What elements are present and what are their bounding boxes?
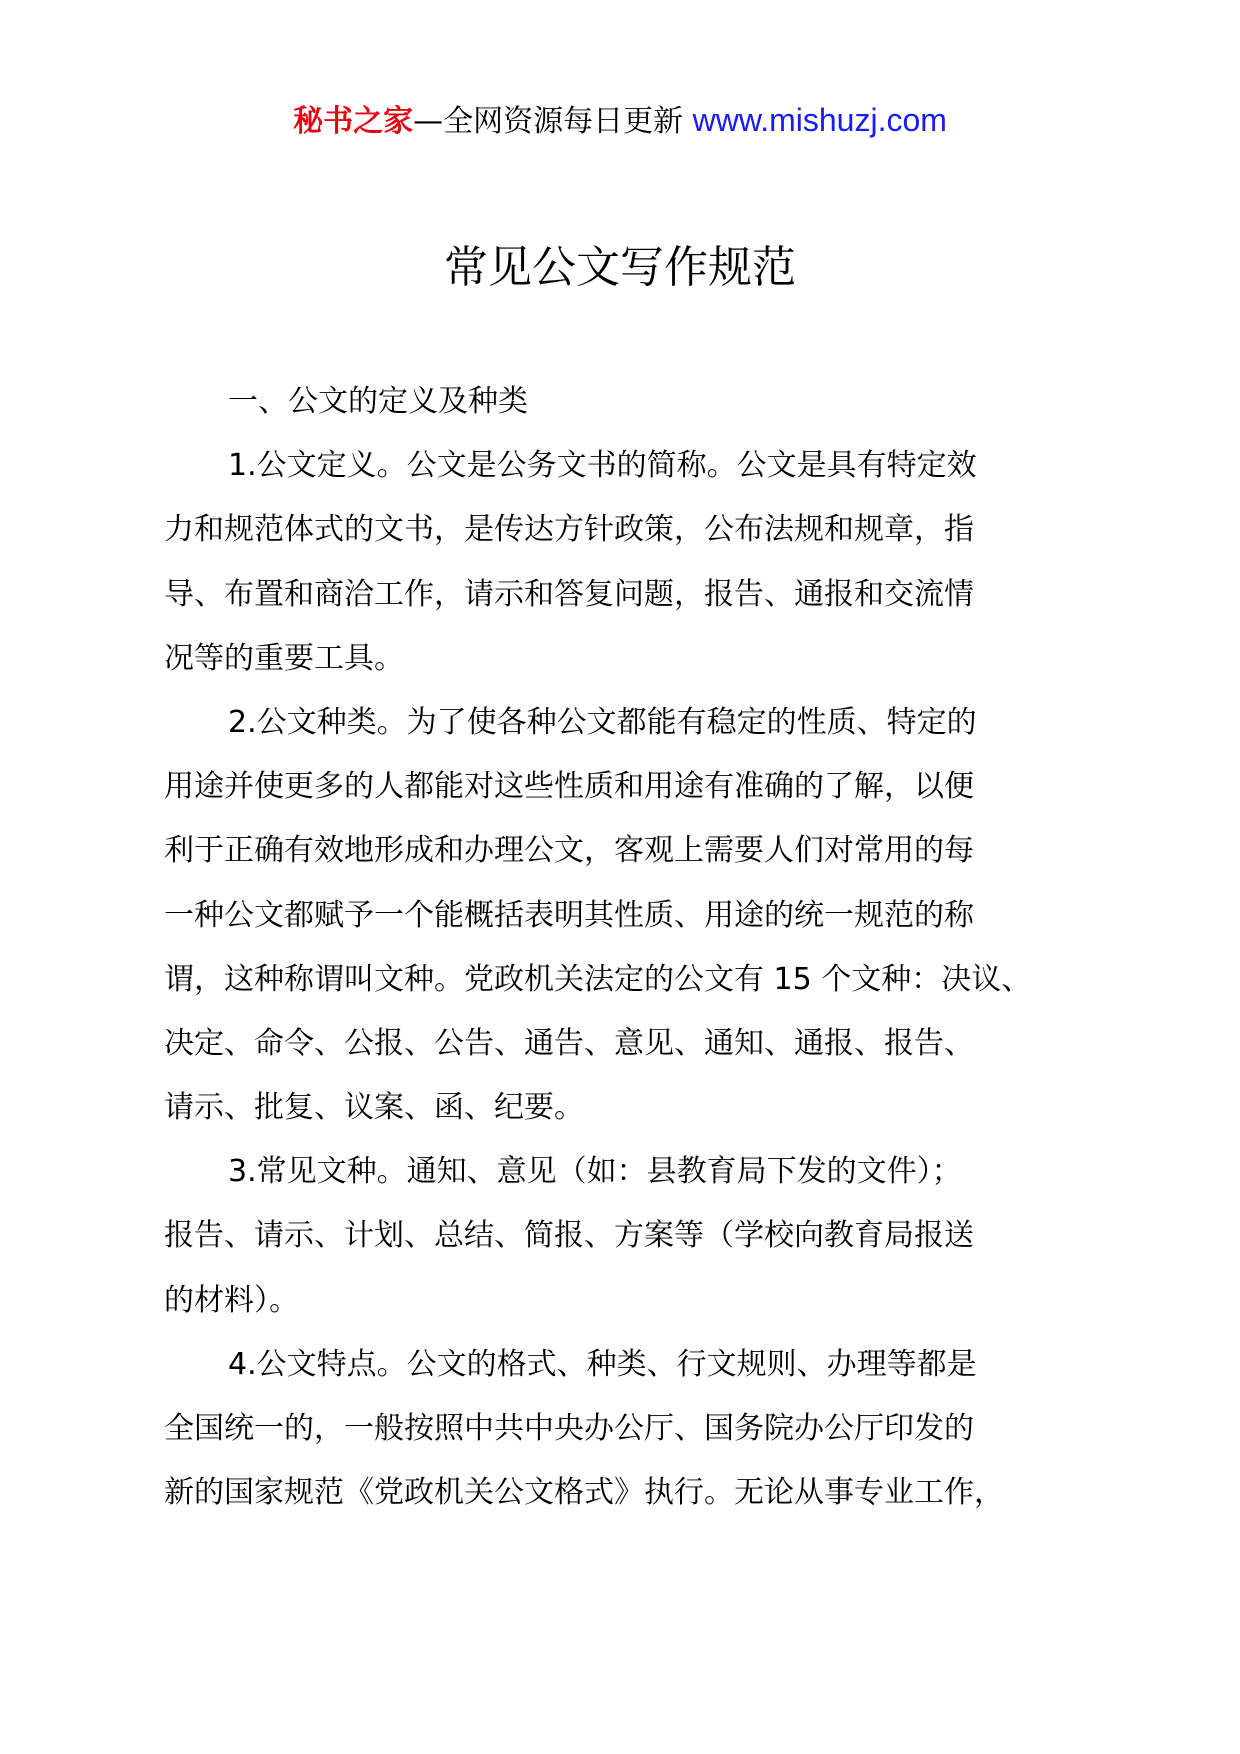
paragraph-line: 报告、请示、计划、总结、简报、方案等（学校向教育局报送 <box>164 1218 974 1254</box>
document-title: 常见公文写作规范 <box>444 242 796 293</box>
site-url[interactable]: www.mishuzj.com <box>692 102 947 138</box>
paragraph-line: 况等的重要工具。 <box>164 640 404 676</box>
section-heading: 一、公文的定义及种类 <box>228 384 528 419</box>
paragraph-line: 新的国家规范《党政机关公文格式》执行。无论从事专业工作， <box>164 1475 1004 1511</box>
paragraph-line: 请示、批复、议案、函、纪要。 <box>164 1090 584 1126</box>
header-tagline: —全网资源每日更新 <box>413 104 693 139</box>
paragraph-line: 2.公文种类。为了使各种公文都能有稳定的性质、特定的 <box>228 704 977 740</box>
paragraph-line: 1.公文定义。公文是公务文书的简称。公文是具有特定效 <box>228 448 977 484</box>
paragraph-line: 4.公文特点。公文的格式、种类、行文规则、办理等都是 <box>228 1346 977 1382</box>
paragraph-line: 全国统一的，一般按照中共中央办公厅、国务院办公厅印发的 <box>164 1411 974 1446</box>
paragraph-line: 决定、命令、公报、公告、通告、意见、通知、通报、报告、 <box>164 1025 974 1061</box>
paragraph-line: 的材料）。 <box>164 1282 299 1318</box>
paragraph-line: 谓，这种称谓叫文种。党政机关法定的公文有 15 个文种：决议、 <box>164 961 1032 997</box>
paragraph-line: 一种公文都赋予一个能概括表明其性质、用途的统一规范的称 <box>164 897 974 933</box>
paragraph-line: 3.常见文种。通知、意见（如：县教育局下发的文件）； <box>228 1154 962 1190</box>
paragraph-line: 利于正确有效地形成和办理公文，客观上需要人们对常用的每 <box>164 833 974 869</box>
brand-name: 秘书之家 <box>293 104 414 139</box>
paragraph-line: 力和规范体式的文书，是传达方针政策，公布法规和规章，指 <box>164 512 974 548</box>
document-body <box>164 370 1104 1525</box>
site-header <box>0 100 1240 142</box>
paragraph-line: 用途并使更多的人都能对这些性质和用途有准确的了解，以便 <box>164 769 974 805</box>
paragraph-line: 导、布置和商洽工作，请示和答复问题，报告、通报和交流情 <box>164 576 974 612</box>
